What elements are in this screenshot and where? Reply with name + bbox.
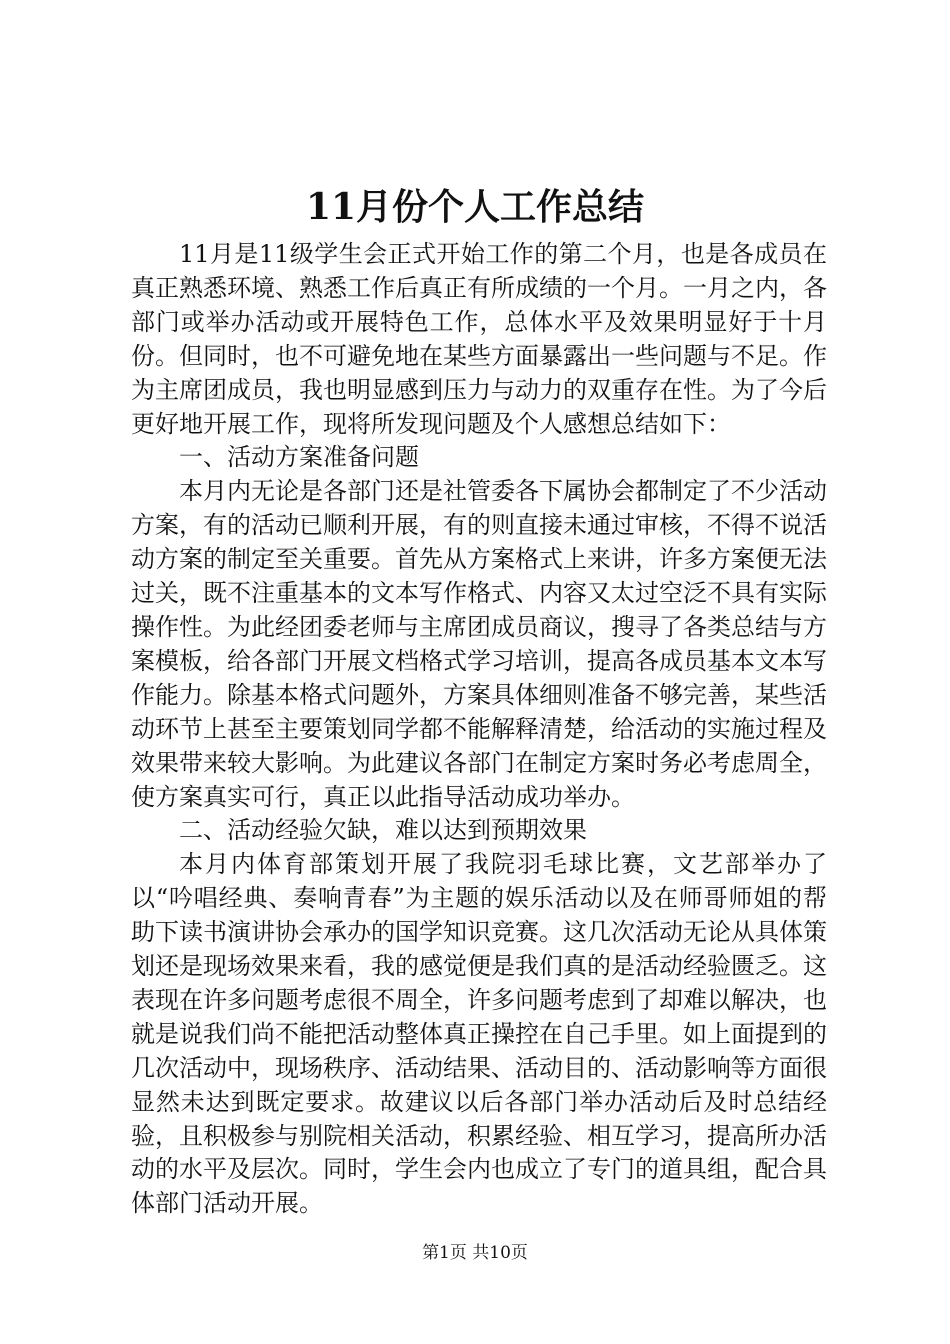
document-title: 11月份个人工作总结 <box>305 186 645 228</box>
section-heading-1: 一、活动方案准备问题 <box>179 443 419 472</box>
page-footer: 第1页 共10页 <box>422 1243 528 1263</box>
section-paragraph-2: 本月内体育部策划开展了我院羽毛球比赛，文艺部举办了以“吟唱经典、奏响青春”为主题的娱乐活动以及在师哥师姐的帮助下读书演讲协会承办的国学知识竞赛。这几次活动无论从具体策划还是现场效果来看，我的感觉便是我们真的是活动经验匮乏。这表现在许多问题考虑很不周全，许多问题考虑到了却难以解决，也就是说我们尚不能把活动整体真正操控在自己手里。如上面提到的几次活动中，现场秩序、活动结果、活动目的、活动影响等方面很显然未达到既定要求。故建议以后各部门举办活动后及时总结经验，且积极参与别院相关活动，积累经验、相互学习，提高所办活动的水平及层次。同时，学生会内也成立了专门的道具组，配合具体部门活动开展。 <box>131 850 827 1218</box>
section-paragraph-1: 本月内无论是各部门还是社管委各下属协会都制定了不少活动方案，有的活动已顺利开展，有的则直接未通过审核，不得不说活动方案的制定至关重要。首先从方案格式上来讲，许多方案便无法过关，既不注重基本的文本写作格式、内容又太过空泛不具有实际操作性。为此经团委老师与主席团成员商议，搜寻了各类总结与方案模板，给各部门开展文档格式学习培训，提高各成员基本文本写作能力。除基本格式问题外，方案具体细则准备不够完善，某些活动环节上甚至主要策划同学都不能解释清楚，给活动的实施过程及效果带来较大影响。为此建议各部门在制定方案时务必考虑周全，使方案真实可行，真正以此指导活动成功举办。 <box>131 477 827 811</box>
document-body <box>131 238 827 1221</box>
intro-paragraph: 11月是11级学生会正式开始工作的第二个月，也是各成员在真正熟悉环境、熟悉工作后真正有所成绩的一个月。一月之内，各部门或举办活动或开展特色工作，总体水平及效果明显好于十月份。但同时，也不可避免地在某些方面暴露出一些问题与不足。作为主席团成员，我也明显感到压力与动力的双重存在性。为了今后更好地开展工作，现将所发现问题及个人感想总结如下： <box>131 240 827 438</box>
section-heading-2: 二、活动经验欠缺，难以达到预期效果 <box>179 816 587 845</box>
